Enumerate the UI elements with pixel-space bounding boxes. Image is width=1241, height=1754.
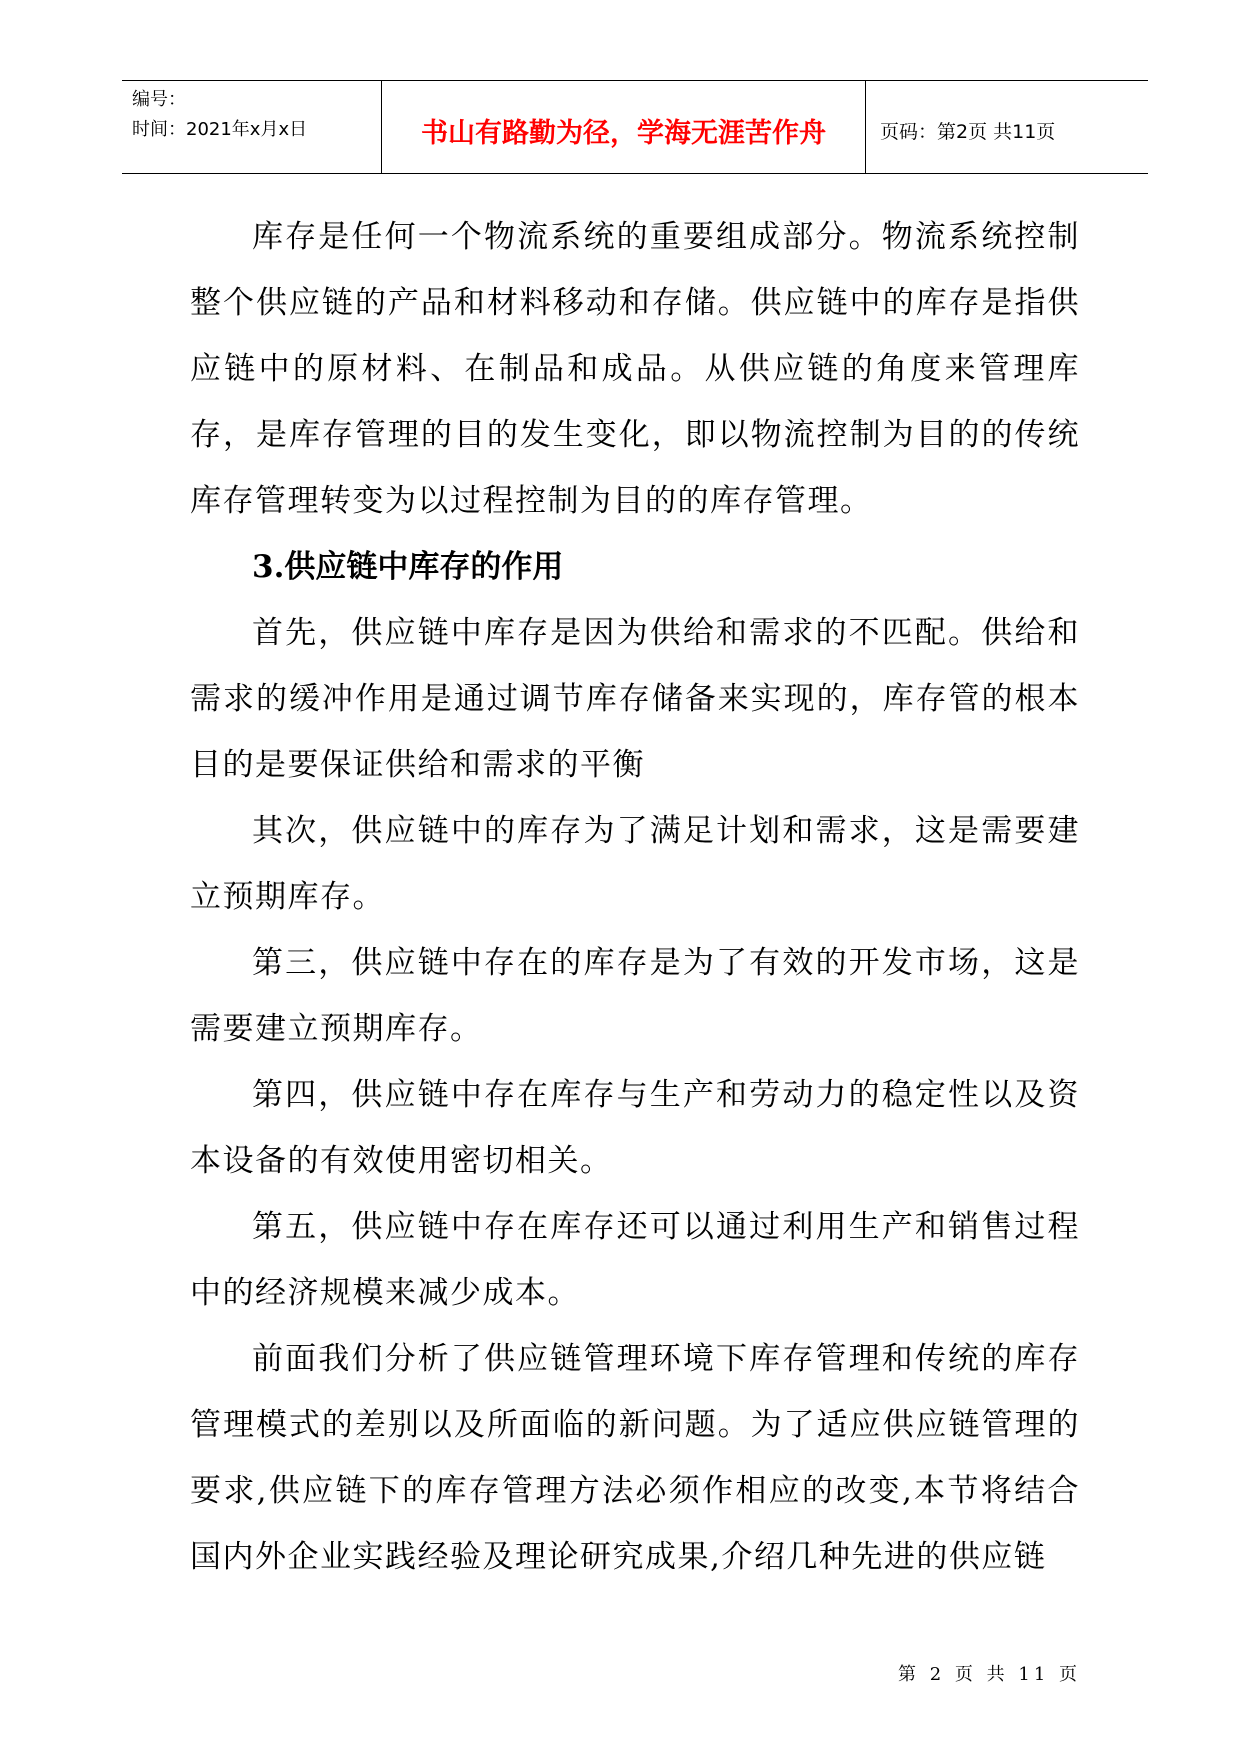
header-meta: [122, 81, 382, 173]
page-header: [122, 80, 1148, 174]
page-label: 页码：第2页 共11页: [880, 120, 1056, 143]
time-label: 时间：2021年x月x日: [132, 119, 308, 140]
section-heading: 3.供应链中库存的作用: [252, 549, 564, 585]
paragraph-7: 前面我们分析了供应链管理环境下库存管理和传统的库存管理模式的差别以及所面临的新问题。为了适应供应链管理的要求,供应链下的库存管理方法必须作相应的改变,本节将结合国内外企业实践经验及理论研究成果,介绍几种先进的供应链: [190, 1341, 1080, 1575]
number-label: 编号：: [132, 89, 186, 110]
header-motto: [382, 81, 866, 173]
paragraph-1: 库存是任何一个物流系统的重要组成部分。物流系统控制整个供应链的产品和材料移动和存储。供应链中的库存是指供应链中的原材料、在制品和成品。从供应链的角度来管理库存，是库存管理的目的发生变化，即以物流控制为目的的传统库存管理转变为以过程控制为目的的库存管理。: [190, 219, 1080, 519]
paragraph-5: 第四，供应链中存在库存与生产和劳动力的稳定性以及资本设备的有效使用密切相关。: [190, 1077, 1080, 1179]
page-footer: 第 2 页 共 11 页: [898, 1664, 1081, 1685]
paragraph-4: 第三，供应链中存在的库存是为了有效的开发市场，这是需要建立预期库存。: [190, 945, 1080, 1047]
paragraph-3: 其次，供应链中的库存为了满足计划和需求，这是需要建立预期库存。: [190, 813, 1080, 915]
paragraph-6: 第五，供应链中存在库存还可以通过利用生产和销售过程中的经济规模来减少成本。: [190, 1209, 1080, 1311]
motto-text: 书山有路勤为径，学海无涯苦作舟: [421, 117, 826, 149]
paragraph-2: 首先，供应链中库存是因为供给和需求的不匹配。供给和需求的缓冲作用是通过调节库存储备来实现的，库存管的根本目的是要保证供给和需求的平衡: [190, 615, 1080, 783]
header-page: [866, 81, 1148, 173]
document-body: [190, 204, 1080, 1590]
